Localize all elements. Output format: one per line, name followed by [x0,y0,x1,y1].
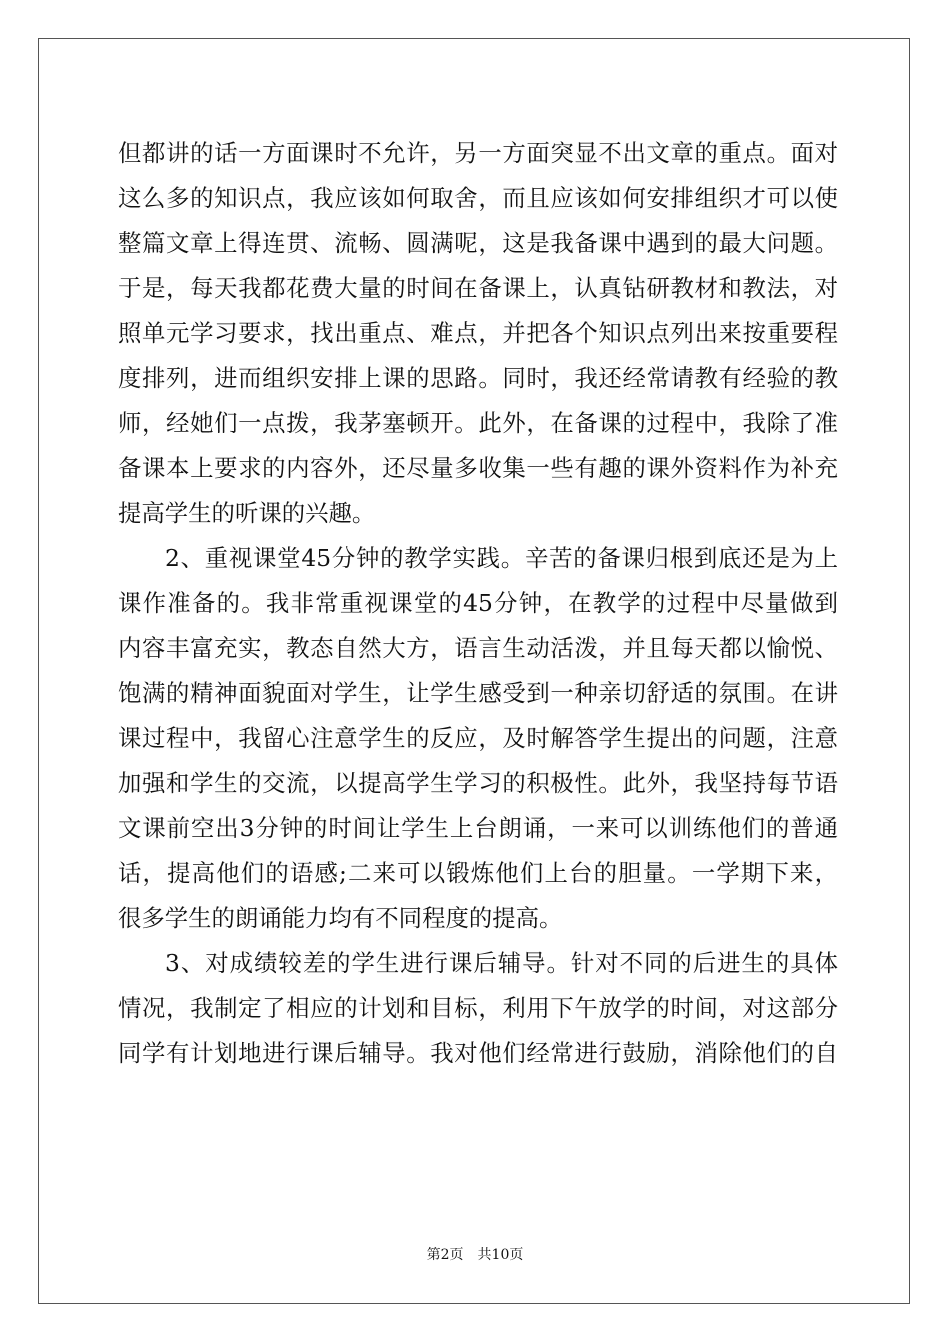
total-pages: 共10页 [477,1247,524,1263]
text-line: 同学有计划地进行课后辅导。我对他们经常进行鼓励，消除他们的自 [118,1039,838,1067]
text-line: 师，经她们一点拨，我茅塞顿开。此外，在备课的过程中，我除了准 [118,409,838,437]
text-line: 话，提高他们的语感;二来可以锻炼他们上台的胆量。一学期下来， [118,859,838,887]
text-line: 内容丰富充实，教态自然大方，语言生动活泼，并且每天都以愉悦、 [118,634,838,662]
page-footer [0,1246,950,1264]
text-line: 备课本上要求的内容外，还尽量多收集一些有趣的课外资料作为补充 [118,454,838,482]
page-number: 第2页 [426,1247,464,1263]
text-line: 课作准备的。我非常重视课堂的45分钟，在教学的过程中尽量做到 [118,589,838,617]
text-line: 情况，我制定了相应的计划和目标，利用下午放学的时间，对这部分 [118,994,838,1022]
text-line: 3、对成绩较差的学生进行课后辅导。针对不同的后进生的具体 [165,949,838,977]
text-line: 文课前空出3分钟的时间让学生上台朗诵，一来可以训练他们的普通 [118,814,838,842]
text-line: 整篇文章上得连贯、流畅、圆满呢，这是我备课中遇到的最大问题。 [118,229,838,257]
text-line: 这么多的知识点，我应该如何取舍，而且应该如何安排组织才可以使 [118,184,838,212]
text-line: 提高学生的听课的兴趣。 [118,499,376,527]
text-line: 课过程中，我留心注意学生的反应，及时解答学生提出的问题，注意 [118,724,838,752]
text-line: 饱满的精神面貌面对学生，让学生感受到一种亲切舒适的氛围。在讲 [118,679,838,707]
text-line: 加强和学生的交流，以提高学生学习的积极性。此外，我坚持每节语 [118,769,838,797]
text-line: 照单元学习要求，找出重点、难点，并把各个知识点列出来按重要程 [118,319,838,347]
text-line: 但都讲的话一方面课时不允许，另一方面突显不出文章的重点。面对 [118,139,838,167]
text-line: 很多学生的朗诵能力均有不同程度的提高。 [118,904,563,932]
text-line: 于是，每天我都花费大量的时间在备课上，认真钻研教材和教法，对 [118,274,838,302]
text-line: 2、重视课堂45分钟的教学实践。辛苦的备课归根到底还是为上 [165,544,838,572]
text-line: 度排列，进而组织安排上课的思路。同时，我还经常请教有经验的教 [118,364,838,392]
